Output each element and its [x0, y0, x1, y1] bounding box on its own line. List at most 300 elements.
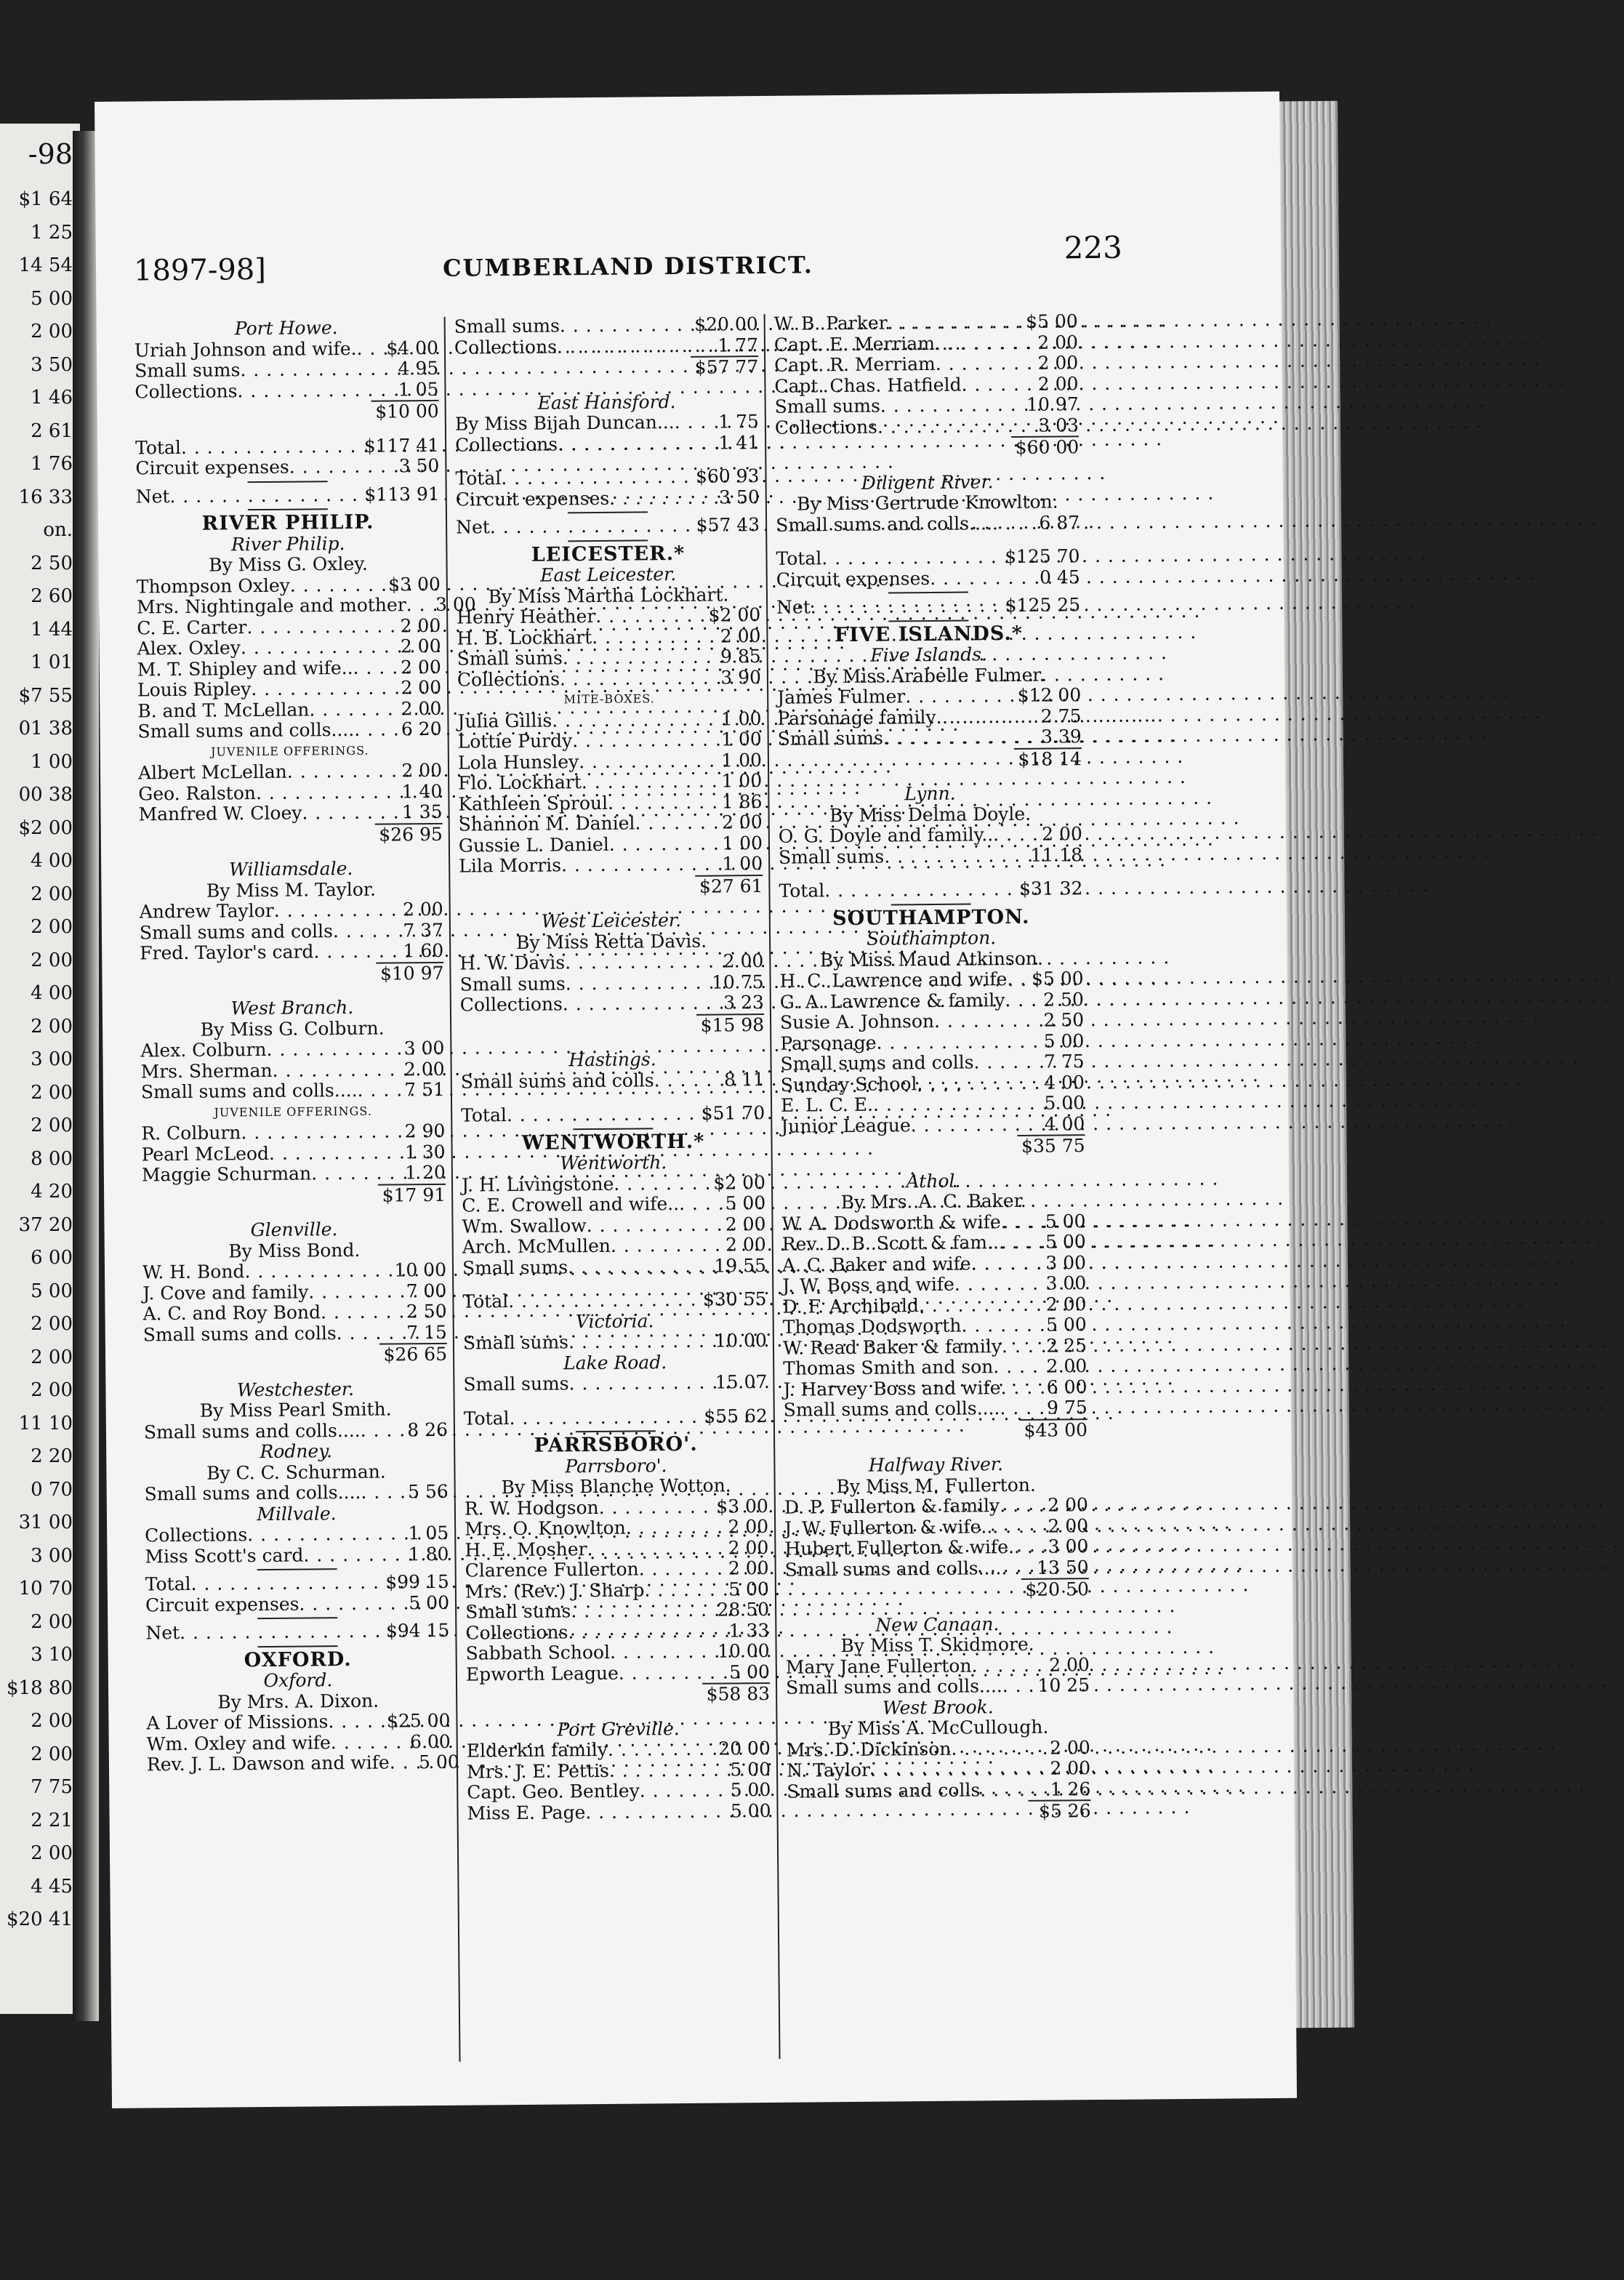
entry-row [457, 605, 760, 628]
leader-dots [1000, 1496, 1026, 1517]
leader-dots [1000, 1377, 1024, 1398]
entry-row [140, 1038, 444, 1061]
left-page-amount: 2 21 [31, 1809, 73, 1831]
entry-label: A Lover of Missions [146, 1711, 329, 1734]
entry-amount: 11 18 [1030, 843, 1083, 866]
entry-amount: 6 87 [1039, 511, 1080, 534]
entry-label: Net [776, 596, 811, 618]
leader-dots [356, 338, 376, 359]
subtotal-row [460, 1013, 764, 1038]
entry-row [780, 1051, 1084, 1075]
entry-row [784, 1495, 1088, 1518]
entry-label: H. C. Lawrence and wife [779, 968, 1008, 992]
entry-row [775, 394, 1079, 417]
entry-label: Julia Gillis [457, 710, 552, 732]
entry-row [785, 1557, 1089, 1581]
subtotal-row [775, 435, 1079, 460]
entry-row [461, 1103, 765, 1126]
entry-label: Collections [145, 1524, 248, 1546]
entry-row [462, 1193, 765, 1216]
entry-label: Net [455, 516, 490, 538]
entry-label: Total [145, 1573, 191, 1595]
subtotal-row [459, 875, 763, 899]
entry-amount: 2 50 [1043, 988, 1084, 1011]
entry-row [456, 515, 760, 538]
entry-row [776, 546, 1080, 569]
section-rule [257, 1617, 337, 1619]
entry-amount: $35 75 [1017, 1134, 1085, 1157]
section-rule [257, 1568, 337, 1570]
entry-amount: 5 00 [1045, 1231, 1086, 1253]
leader-dots [237, 380, 376, 401]
entry-row [783, 1314, 1087, 1338]
left-page-amount: 2 00 [31, 321, 73, 342]
left-page-amount: 1 01 [31, 651, 73, 673]
collector-name: By Miss M. Taylor. [206, 878, 377, 902]
entry-amount: $3 00 [716, 1495, 769, 1517]
entry-label: Capt. Chas. Hatfield [774, 374, 962, 397]
collector-name: By Mrs. A. Dixon. [217, 1690, 379, 1713]
entry-label: Small sums and colls [139, 920, 334, 944]
subtotal-row [787, 1799, 1090, 1824]
entry-label: Small sums and colls.... [143, 1419, 361, 1442]
entry-amount: 3 00 [1045, 1251, 1087, 1274]
entry-label: Miss E. Page [467, 1801, 586, 1824]
entry-label: Flo. Lockhart [458, 771, 582, 794]
entry-amount: $43 00 [1019, 1418, 1088, 1441]
entry-amount: $25 00 [386, 1709, 451, 1732]
entry-row [781, 1114, 1085, 1137]
leader-dots [269, 1142, 383, 1164]
left-page-amount: $7 55 [18, 684, 73, 707]
entry-amount: 1 00 [721, 770, 763, 792]
leader-dots [608, 1739, 708, 1761]
entry-amount: 1 00 [721, 749, 763, 771]
entry-amount: 2 00 [1037, 331, 1079, 353]
entry-row [134, 379, 438, 402]
left-page-amount: $20 41 [7, 1908, 73, 1930]
entry-amount: 1 33 [728, 1619, 770, 1641]
leader-dots [240, 359, 376, 381]
entry-label: A. C. and Roy Bond [142, 1301, 321, 1325]
entry-row [777, 685, 1081, 708]
subtotal-row [781, 1134, 1085, 1159]
entry-label: Sabbath School [465, 1641, 611, 1664]
leader-dots [883, 727, 1019, 749]
entry-label: Small sums [774, 395, 880, 417]
collector-name: By Miss Blanche Wotton. [501, 1474, 731, 1498]
entry-amount: 1 80 [408, 1543, 449, 1565]
entry-amount: 2 75 [1040, 705, 1082, 727]
leader-dots [936, 706, 1018, 727]
entry-amount: $31 32 [1018, 878, 1083, 899]
leader-dots [973, 1052, 1021, 1073]
entry-row [458, 729, 762, 752]
entry-row [457, 667, 761, 691]
leader-dots [558, 433, 696, 454]
entry-amount: 5 00 [728, 1578, 770, 1599]
left-page-amount: 2 00 [31, 1015, 73, 1037]
entry-row [779, 845, 1082, 868]
entry-row [776, 567, 1080, 590]
entry-amount: 3 39 [1040, 726, 1082, 747]
entry-label: Mrs. D. Dickinson [786, 1738, 952, 1761]
entry-row [459, 812, 763, 835]
leader-dots [557, 335, 696, 357]
entry-amount: 5 00 [729, 1661, 771, 1682]
entry-label: E. L. C. E. [780, 1093, 874, 1116]
sub-heading: MITE-BOXES. [563, 691, 655, 707]
leader-dots [870, 1759, 1028, 1781]
entry-amount: $20 00 [694, 313, 758, 335]
left-page-amount: 00 38 [18, 784, 73, 806]
entry-label: B. and T. McLellan [137, 698, 310, 722]
entry-row [142, 1260, 446, 1283]
left-page-amount: 01 38 [18, 718, 73, 739]
entry-label: W. B. Parker [773, 312, 888, 334]
entry-row [145, 1572, 449, 1595]
leader-dots [302, 803, 379, 824]
entry-amount: 3 00 [435, 593, 476, 615]
entry-label: H. B. Lockhart [457, 626, 592, 649]
collector-name: By Miss G. Oxley. [209, 553, 369, 576]
entry-amount: 2 90 [404, 1120, 446, 1142]
place-name: Five Islands. [870, 643, 988, 666]
entry-amount: $27 61 [695, 875, 763, 897]
leader-dots [1005, 990, 1021, 1011]
entry-label: Rev. D. B. Scott & fam.. [781, 1232, 1000, 1255]
section-rule [576, 1430, 656, 1432]
entry-row [137, 719, 441, 742]
left-page-amount: 4 20 [31, 1181, 73, 1203]
left-page [0, 124, 80, 2014]
entry-row [137, 636, 441, 659]
left-page-amount: 2 00 [31, 1610, 73, 1633]
entry-amount: 4 00 [1044, 1071, 1085, 1093]
entry-amount: 2 00 [401, 759, 443, 782]
entry-amount: 28 50 [717, 1598, 770, 1621]
leader-dots [328, 1711, 382, 1733]
entry-amount: 3 50 [718, 486, 760, 508]
entry-row [456, 487, 760, 510]
entry-row [140, 899, 443, 923]
left-page-amount: 2 50 [31, 552, 73, 574]
section-rule [258, 1645, 338, 1647]
entry-label: Henry Heather [457, 606, 596, 628]
entry-label: G. A. Lawrence & family [779, 989, 1005, 1013]
leader-dots [552, 709, 699, 731]
subtotal-row [135, 400, 439, 425]
place-name: East Hansford. [537, 390, 676, 414]
entry-row [466, 1661, 770, 1685]
leader-dots [251, 678, 379, 700]
entry-amount: $10 00 [371, 400, 439, 422]
leader-dots [595, 606, 698, 627]
entry-row [146, 1711, 450, 1734]
entry-amount: 2 00 [723, 950, 764, 972]
entry-amount: 5 00 [1045, 1210, 1086, 1232]
entry-row [138, 760, 442, 784]
entry-label: Small sums [454, 315, 560, 337]
left-page-amount: 2 61 [31, 420, 73, 442]
entry-amount: 2 00 [401, 656, 441, 678]
place-name: Westchester. [236, 1378, 355, 1400]
entry-label: Maggie Schurman [141, 1163, 312, 1186]
entry-amount: 5 00 [1043, 1029, 1085, 1052]
entry-row [774, 353, 1078, 376]
entry-amount: $2 00 [713, 1171, 766, 1194]
entry-label: Small sums [778, 846, 885, 868]
entry-row [146, 1751, 459, 1775]
leader-dots [241, 1122, 382, 1144]
entry-row [782, 1232, 1086, 1255]
entry-row [455, 412, 759, 435]
leader-dots [951, 1738, 1028, 1759]
left-page-amount: 10 70 [18, 1578, 73, 1599]
leader-dots [333, 920, 381, 942]
entry-row [134, 358, 438, 382]
leader-dots [609, 1759, 708, 1781]
entry-amount: $5 00 [1031, 968, 1084, 990]
entry-amount: 7 75 [1043, 1051, 1085, 1072]
entry-amount: 1 41 [718, 431, 760, 454]
place-name: Millvale. [257, 1502, 337, 1525]
entry-row [142, 1163, 446, 1186]
entry-label: Andrew Taylor [139, 899, 274, 923]
left-page-amount: 5 00 [31, 1280, 73, 1302]
entry-label: Collections [134, 380, 238, 403]
leader-dots [917, 1072, 1022, 1094]
entry-label: Small sums [457, 647, 563, 670]
entry-amount: 10 00 [717, 1639, 770, 1662]
entry-row [787, 1758, 1090, 1781]
entry-row [465, 1517, 768, 1540]
book-page [95, 92, 1297, 2108]
left-page-amount: 4 00 [31, 850, 73, 872]
entry-label: Small sums and colls.... [140, 1079, 358, 1103]
left-page-amount: 2 60 [31, 585, 73, 607]
entry-amount: $55 62 [704, 1405, 768, 1427]
left-page-amount: 2 00 [31, 1842, 73, 1864]
entry-label: Manfred W. Cloey [138, 802, 302, 825]
leader-dots [361, 1420, 386, 1441]
place-name: Port Howe. [234, 317, 338, 340]
leader-dots [563, 647, 699, 669]
leader-dots [561, 854, 700, 876]
entry-label: Shannon M. Daniel [458, 812, 635, 835]
entry-label: Mrs. O. Knowlton [465, 1517, 626, 1540]
entry-amount: 1 00 [722, 832, 763, 854]
entry-label: O. G. Doyle and family.. [778, 824, 994, 847]
section-rule [573, 1128, 653, 1130]
leader-dots [971, 1655, 1027, 1676]
left-page-amount: 1 76 [31, 453, 73, 475]
sub-heading: JUVENILE OFFERINGS. [214, 1104, 372, 1120]
entry-row [145, 1523, 449, 1546]
leader-dots [873, 1093, 1022, 1115]
leader-dots [246, 616, 378, 638]
entry-label: Small sums [462, 1331, 569, 1354]
entry-label: Small sums [463, 1373, 569, 1395]
entry-row [462, 1289, 766, 1312]
entry-amount: $57 77 [691, 356, 759, 378]
column-1 [134, 317, 476, 2087]
entry-row [465, 1558, 769, 1581]
entry-label: Lila Morris [459, 854, 562, 877]
entry-row [137, 678, 441, 701]
entry-amount: 4 00 [1044, 1112, 1085, 1135]
place-name: West Branch. [230, 996, 354, 1019]
column-3 [774, 311, 1093, 2081]
section-rule [888, 592, 968, 594]
leader-dots [560, 667, 699, 689]
entry-label: Mrs. (Rev.) J. Sharp [465, 1578, 645, 1602]
leader-dots [572, 730, 699, 752]
entry-label: Net [145, 1622, 180, 1644]
entry-label: Small sums [462, 1256, 568, 1279]
leader-dots [635, 813, 699, 834]
section-rule [568, 539, 648, 542]
entry-row [776, 595, 1080, 618]
entry-amount: $26 95 [374, 822, 443, 845]
circuit-heading: LEICESTER.* [531, 542, 686, 566]
entry-amount: 5 00 [730, 1799, 771, 1821]
entry-label: Small sums and colls [787, 1778, 981, 1802]
entry-row [459, 854, 763, 877]
entry-label: Thomas Dodsworth [782, 1314, 962, 1338]
left-page-amount: 4 45 [31, 1875, 73, 1898]
entry-amount: 1 35 [401, 800, 443, 823]
entry-amount: 1 00 [720, 728, 762, 750]
entry-amount: 4 95 [398, 357, 439, 380]
entry-label: Total [461, 1104, 507, 1126]
sub-heading: JUVENILE OFFERINGS. [210, 743, 369, 759]
entry-label: J. W. Fullerton & wife.. [784, 1515, 993, 1539]
section-rule [568, 511, 648, 513]
entry-label: Uriah Johnson and wife. [134, 337, 357, 361]
left-page-amount: 2 00 [31, 1710, 73, 1732]
entry-amount: $60 93 [695, 465, 760, 487]
collector-name: By Miss G. Colburn. [200, 1017, 385, 1040]
entry-label: Albert McLellan [137, 760, 287, 784]
leader-dots [876, 1031, 1021, 1053]
entry-row [454, 335, 758, 358]
leader-dots [992, 1516, 1026, 1537]
entry-row [780, 1010, 1084, 1033]
entry-row [145, 1544, 449, 1567]
entry-amount: 1 00 [720, 707, 762, 730]
place-name: Wentworth. [560, 1152, 667, 1174]
leader-dots [639, 1559, 707, 1580]
left-page-amount: 2 00 [31, 1346, 73, 1368]
entry-label: Collections [774, 416, 878, 438]
leader-dots [585, 1801, 708, 1823]
leader-dots [934, 1011, 1021, 1032]
entry-label: Thomas Smith and son [783, 1356, 994, 1379]
entry-row [145, 1592, 449, 1615]
leader-dots [190, 1573, 381, 1595]
leader-dots [566, 972, 702, 994]
left-page-amount: 2 00 [31, 1313, 73, 1335]
entry-amount: 0 45 [1039, 566, 1080, 588]
leader-dots [679, 1194, 703, 1215]
entry-amount: 2 00 [403, 1058, 445, 1080]
entry-label: Circuit expenses [455, 487, 610, 510]
left-page-amount: 1 44 [31, 618, 73, 641]
place-name: Hastings. [568, 1048, 656, 1071]
subtotal-row [139, 822, 443, 847]
entry-row [462, 1235, 766, 1258]
leader-dots [1014, 1537, 1026, 1558]
entry-row [778, 726, 1082, 750]
entry-label: Elderkin family [466, 1738, 608, 1762]
entry-amount: 2 00 [725, 1233, 766, 1256]
entry-label: W. Read Baker & family [782, 1335, 1002, 1359]
entry-label: W. A. Dodsworth & wife [781, 1211, 1001, 1235]
leader-dots [266, 1039, 382, 1061]
entry-label: A. C. Baker and wife [781, 1253, 971, 1276]
collector-name: By Miss M. Fullerton. [836, 1474, 1037, 1497]
leader-dots [1007, 969, 1021, 990]
entry-label: R. W. Hodgson [464, 1496, 599, 1520]
entry-amount: 1 86 [721, 790, 763, 813]
entry-row [784, 1397, 1088, 1421]
entry-amount: 7 37 [403, 919, 444, 941]
entry-label: H. W. Davis [459, 952, 566, 974]
place-name: Rodney. [260, 1440, 333, 1463]
leader-dots [614, 1173, 703, 1195]
place-name: Glenville. [250, 1219, 338, 1241]
entry-label: Small sums and colls.... [775, 512, 992, 536]
leader-dots [599, 1496, 706, 1518]
left-page-amount: 7 75 [31, 1776, 73, 1798]
entry-label: Junior League [781, 1114, 911, 1137]
entry-label: Miss Scott's card [145, 1544, 304, 1567]
entry-amount: 9 75 [1046, 1397, 1088, 1418]
entry-row [142, 1301, 446, 1325]
leader-dots [289, 457, 377, 478]
place-name: Athol. [906, 1170, 961, 1192]
collector-name: By Miss Maud Atkinson. [819, 947, 1043, 971]
entry-row [138, 802, 442, 825]
entry-amount: 3 50 [398, 454, 440, 477]
leader-dots [587, 1538, 706, 1560]
leader-dots [354, 720, 379, 741]
entry-amount: 5 00 [725, 1192, 766, 1214]
leader-dots [507, 1104, 697, 1126]
entry-amount: $117 41 [363, 434, 440, 457]
entry-amount: 2 00 [400, 635, 441, 657]
place-name: Williamsdale. [228, 857, 353, 880]
left-page-amount: 2 00 [31, 1081, 73, 1104]
section-rule [891, 903, 971, 905]
left-page-amount: 3 00 [31, 1544, 73, 1567]
entry-label: Total [463, 1407, 510, 1429]
entry-row [141, 1121, 445, 1144]
entry-amount: 2 00 [1045, 1293, 1087, 1315]
leader-dots [640, 1781, 709, 1802]
entry-label: Rev. J. L. Dawson and wife [146, 1751, 390, 1775]
entry-amount: 1 75 [718, 411, 759, 433]
left-page-amount: 2 00 [31, 1115, 73, 1136]
left-page-amount: 16 33 [18, 486, 73, 508]
entry-amount: 9 85 [720, 646, 761, 667]
leader-dots [608, 792, 700, 814]
entry-row [455, 466, 759, 489]
entry-amount: $5 00 [1025, 310, 1078, 332]
place-name: Port Greville. [557, 1717, 680, 1741]
entry-amount: 2 00 [728, 1515, 769, 1538]
